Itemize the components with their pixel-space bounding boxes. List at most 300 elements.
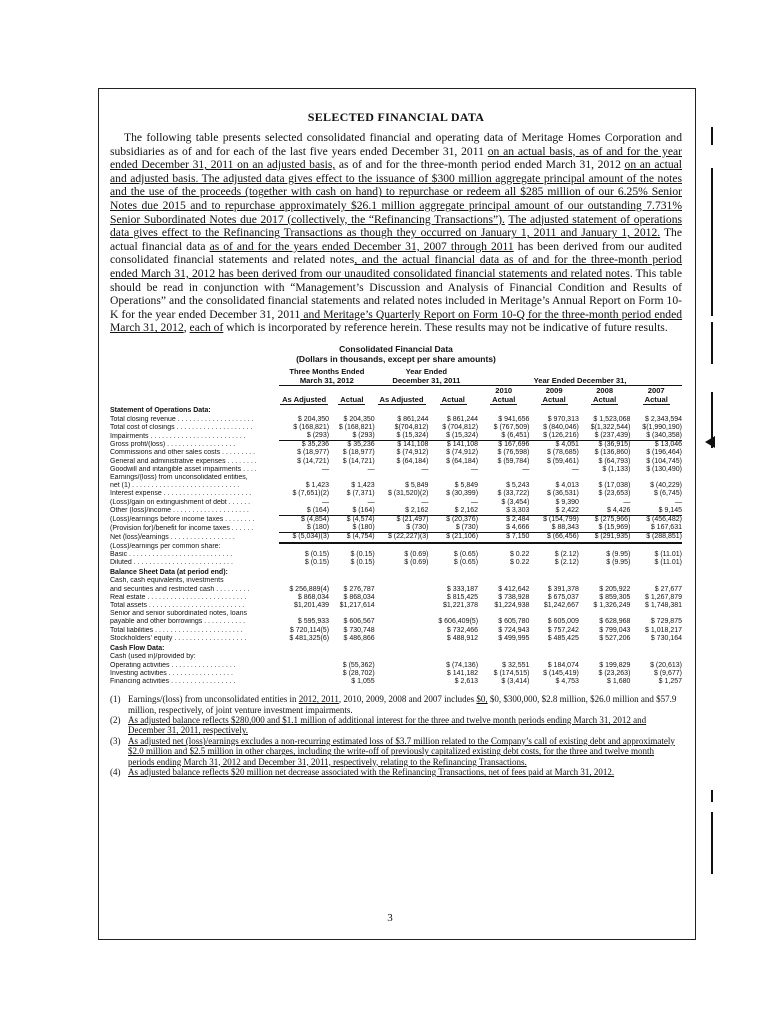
table-cell: $ (0.69) [404, 550, 429, 558]
table-row [110, 602, 682, 610]
footnote-text-segment: $0, [476, 694, 488, 705]
table-cell: $ (18,977) [342, 449, 375, 457]
table-cell: $ (704,812) [442, 423, 479, 431]
section-header-row [110, 643, 682, 653]
table-cell: $ (76,598) [497, 449, 530, 457]
table-cell [529, 567, 578, 577]
table-cell [630, 474, 682, 482]
table-cell: — [322, 498, 330, 506]
table-cell: $ (59,784) [497, 457, 530, 465]
table-row [110, 533, 682, 543]
row-label: Financing activities . . . . . . . . . . . . . . . . . [110, 677, 236, 685]
footnote-number: (2) [110, 714, 121, 725]
footnote-text-segment: , 2010, 2009, 2008 and 2007 includes [338, 694, 477, 705]
table-cell: $ 720,114(5) [289, 626, 330, 634]
table-cell: $ 868,034 [297, 593, 330, 601]
table-cell [329, 610, 375, 618]
table-cell [579, 643, 631, 653]
table-cell: $ 488,912 [446, 634, 479, 642]
table-cell: $ (104,745) [646, 457, 682, 465]
table-cell [478, 653, 529, 661]
table-cell: $ (6,745) [653, 490, 682, 498]
table-cell: $ (154,799) [529, 516, 578, 525]
table-cell: $ 1,326,249 [593, 602, 631, 610]
table-cell: $ (74,912) [446, 449, 479, 457]
table-cell: $ (23,263) [598, 669, 631, 677]
table-cell: $ 5,243 [506, 482, 530, 490]
table-cell [279, 567, 329, 577]
group-three-months: Three Months Ended March 31, 2012 [279, 367, 375, 386]
table-cell: $ (9.95) [606, 559, 631, 567]
table-subtitle: (Dollars in thousands, except per share amounts) [296, 353, 496, 364]
table-cell: $ 204,350 [297, 415, 330, 423]
table-cell [529, 643, 578, 653]
table-cell: $ (145,419) [543, 669, 579, 677]
table-cell: $ 970,313 [547, 415, 579, 423]
table-cell [478, 543, 529, 551]
table-cell: $ 13,046 [630, 441, 682, 450]
table-cell [375, 405, 429, 415]
table-cell [329, 643, 375, 653]
table-cell [329, 577, 375, 585]
table-cell [279, 670, 329, 678]
table-cell: $ 27,677 [654, 585, 682, 593]
table-cell: $ 2,162 [405, 506, 429, 514]
table-cell: $ (30,399) [446, 490, 479, 498]
revision-bar [711, 812, 713, 874]
table-row [110, 653, 682, 661]
table-cell: $ 729,875 [650, 618, 682, 626]
table-cell: $ (288,851) [630, 533, 682, 543]
row-label: Investing activities . . . . . . . . . . . . . . . . . [110, 669, 233, 677]
document-body [110, 110, 682, 777]
table-cell: $ (33,722) [497, 490, 530, 498]
table-cell: $ (22,227)(3) [375, 533, 429, 543]
table-cell [529, 610, 578, 618]
row-label: Earnings/(loss) from unconsolidated entities, [110, 474, 248, 482]
table-cell: $ 4,666 [506, 524, 530, 532]
table-cell: — [522, 465, 530, 473]
row-label: Cash, cash equivalents, investments [110, 577, 224, 585]
table-cell: $ (180) [306, 524, 330, 532]
table-cell: $ (340,358) [646, 432, 682, 440]
year-header-row [110, 386, 682, 396]
table-cell: $ (15,969) [598, 524, 631, 532]
table-cell [579, 405, 631, 415]
table-cell: $ 1,257 [658, 677, 682, 685]
table-cell: $ 595,933 [297, 618, 330, 626]
table-cell [630, 653, 682, 661]
table-cell: $ (2.12) [554, 559, 579, 567]
footnote-text-segment: As adjusted balance reflects $20 million net decrease associated with the Refinancing Transactions, net of fees paid at March 31, 2012. [128, 766, 615, 777]
column-header: As Adjusted [379, 395, 424, 405]
row-label: Total assets . . . . . . . . . . . . . . . . . . . . . . . . . [110, 602, 245, 610]
table-cell: $ 861,244 [397, 415, 429, 423]
table-cell: $ 1,523,068 [593, 415, 631, 423]
table-cell: $ (0.15) [304, 550, 330, 558]
footnote [110, 715, 682, 736]
table-cell: $ (293) [352, 432, 375, 440]
column-header: As Adjusted [282, 395, 327, 405]
table-cell [478, 567, 529, 577]
table-cell [329, 653, 375, 661]
row-label: Commissions and other sales costs . . . . . . . . . [110, 449, 256, 457]
table-cell: $ (15,324) [396, 432, 429, 440]
row-label: and securities and restricted cash . . . . . . . . . [110, 585, 250, 593]
change-marker-arrow-icon [705, 436, 715, 448]
table-cell: $ (126,216) [543, 432, 579, 440]
table-row [110, 449, 682, 457]
table-cell: $ (21,106) [428, 533, 478, 543]
table-cell: $ 724,943 [498, 626, 530, 634]
intro-text-segment: and Meritage’s Quarterly Report on Form 10-Q for the three-month period ended March 31, 2012 [110, 307, 683, 335]
table-cell: $ (18,977) [297, 449, 330, 457]
table-cell [428, 567, 478, 577]
table-cell [630, 610, 682, 618]
table-cell: $ 859,305 [599, 593, 631, 601]
table-cell: $ 5,849 [405, 482, 429, 490]
table-row [110, 610, 682, 618]
table-cell: $ 4,051 [529, 441, 578, 450]
table-cell: $ (3,414) [501, 677, 530, 685]
table-cell [529, 653, 578, 661]
table-cell: — [471, 465, 479, 473]
table-cell [529, 474, 578, 482]
table-row [110, 678, 682, 686]
table-row [110, 627, 682, 635]
revision-bar [711, 322, 713, 364]
table-cell [428, 543, 478, 551]
table-row [110, 524, 682, 533]
table-cell [329, 474, 375, 482]
intro-text-segment: , [183, 321, 190, 335]
table-row [110, 474, 682, 482]
table-cell [329, 567, 375, 577]
table-cell: $ 205,922 [599, 585, 631, 593]
table-cell: — [675, 498, 682, 506]
intro-paragraph [110, 131, 682, 335]
footnote-number: (1) [110, 694, 121, 705]
table-cell: $ (64,184) [396, 457, 429, 465]
table-cell [375, 670, 429, 678]
table-cell [579, 567, 631, 577]
table-cell: $ (64,184) [446, 457, 479, 465]
column-header: Actual [441, 395, 465, 405]
table-cell [630, 577, 682, 585]
table-row [110, 551, 682, 559]
column-header-row [110, 395, 682, 405]
table-cell: $ 7,150 [478, 533, 529, 543]
table-cell [428, 610, 478, 618]
table-cell [375, 610, 429, 618]
table-cell [579, 577, 631, 585]
table-cell: $ (4,754) [329, 533, 375, 543]
table-cell: $ (2.12) [554, 550, 579, 558]
row-label: Interest expense . . . . . . . . . . . . . . . . . . . . . . . [110, 490, 252, 498]
table-cell: $ 333,187 [446, 585, 479, 593]
table-row [110, 482, 682, 490]
table-cell: $1,242,667 [543, 602, 579, 610]
table-cell: $1,221,378 [442, 602, 479, 610]
table-cell: $ 481,325(6) [289, 634, 330, 642]
table-cell: — [367, 498, 375, 506]
table-cell: $(1,322,544) [590, 423, 631, 431]
table-cell: $ (40,229) [650, 482, 682, 490]
table-cell: $ 732,466 [446, 626, 479, 634]
table-cell: $ (136,860) [594, 449, 631, 457]
table-cell: $ (14,721) [342, 457, 375, 465]
table-cell: $ 88,343 [551, 524, 579, 532]
table-cell: $ 391,378 [547, 585, 579, 593]
table-cell: $ 2,613 [454, 677, 479, 685]
table-cell: — [322, 465, 330, 473]
table-cell: $ 32,551 [502, 661, 530, 669]
table-cell [375, 678, 429, 686]
table-cell: $ 5,849 [454, 482, 479, 490]
table-cell: $ (20,613) [650, 661, 682, 669]
table-cell: $ 1,423 [351, 482, 375, 490]
table-cell [279, 653, 329, 661]
table-cell: $ (11.01) [654, 550, 682, 558]
column-header: Actual [593, 395, 617, 405]
table-row [110, 424, 682, 432]
section-header-row [110, 405, 682, 415]
table-row [110, 618, 682, 626]
table-cell: $ (767,509) [493, 423, 530, 431]
row-label: Diluted . . . . . . . . . . . . . . . . . . . . . . . . . . [110, 559, 233, 567]
row-label: Cash Flow Data: [110, 645, 165, 653]
year-header: 2007 [647, 386, 665, 396]
table-cell: $ 606,409(5) [438, 618, 479, 626]
table-cell: $ 4,753 [555, 677, 579, 685]
table-cell [375, 567, 429, 577]
table-cell: $ 2,484 [478, 516, 529, 525]
table-cell: $ (0.65) [453, 559, 479, 567]
table-cell: $ (730) [455, 524, 479, 532]
table-cell: $ (164) [352, 506, 375, 514]
footnote [110, 694, 682, 715]
intro-text-segment: on an actual basis, as of and for the year ended December 31, 2011 on an adjusted basis, [110, 144, 682, 172]
row-label: Other (loss)/income . . . . . . . . . . . . . . . . . . . . [110, 507, 249, 515]
footnote-text-segment: As adjusted balance reflects $280,000 and $1.1 million of additional interest for the three and twelve month periods ending March 31, 2012 and December 31, 2011, respectively. [128, 714, 647, 736]
table-cell: $ 9,390 [555, 498, 579, 506]
row-label: Balance Sheet Data (at period end): [110, 569, 228, 577]
table-cell: $ 941,656 [498, 415, 530, 423]
financial-data-table [110, 367, 682, 686]
footnote-text [128, 715, 682, 736]
table-cell: $ 757,242 [547, 626, 579, 634]
table-cell: $ (21,497) [375, 516, 429, 525]
table-cell: $ (168,821) [293, 423, 330, 431]
table-row [110, 499, 682, 507]
table-cell: $ 675,037 [547, 593, 579, 601]
row-label: Total cost of closings . . . . . . . . . . . . . . . . . . . . [110, 423, 253, 431]
table-row [110, 416, 682, 424]
table-row [110, 543, 682, 551]
table-cell [375, 627, 429, 635]
table-cell: $ (66,456) [529, 533, 578, 543]
table-cell [579, 474, 631, 482]
table-cell [579, 543, 631, 551]
table-body [110, 405, 682, 686]
table-cell: $ 799,043 [599, 626, 631, 634]
table-cell: $ 2,162 [454, 506, 479, 514]
page-number: 3 [387, 912, 393, 924]
table-cell: $ (23,653) [598, 490, 631, 498]
row-label: (Loss)/gain on extinguishment of debt . . . . . . [110, 498, 251, 506]
revision-bar [711, 168, 713, 316]
table-cell: $ 1,423 [305, 482, 330, 490]
intro-text-segment: , and the actual financial data as of and for the three-month period ended March 31, 2012 has been derived from our unaudited consolidated financial statements and related notes [110, 253, 682, 280]
table-cell: $ 167,696 [478, 441, 529, 450]
table-cell: $ 1,055 [351, 677, 375, 685]
table-row [110, 662, 682, 670]
table-cell: $ 141,108 [375, 441, 429, 450]
table-cell: $ (7,651)(2) [292, 490, 330, 498]
table-cell: $ 35,236 [329, 441, 375, 450]
table-cell: $ (59,461) [546, 457, 579, 465]
year-header: 2010 [495, 386, 513, 396]
table-row [110, 516, 682, 525]
table-cell [375, 602, 429, 610]
table-cell: $ (174,515) [493, 669, 530, 677]
intro-text-segment: which is incorporated by reference herein. These results may not be indicative of future results. [223, 321, 668, 335]
year-header: 2008 [596, 386, 614, 396]
table-cell [279, 474, 329, 482]
table-cell: $ (36,915) [579, 441, 631, 450]
table-cell: $ 738,928 [498, 593, 530, 601]
table-cell [279, 405, 329, 415]
table-cell [478, 577, 529, 585]
table-cell: $ 730,164 [650, 634, 682, 642]
row-label: Total closing revenue . . . . . . . . . . . . . . . . . . . . [110, 415, 254, 423]
table-row [110, 586, 682, 594]
row-label: Goodwill and intangible asset impairments . . . . [110, 465, 257, 473]
row-label: Total liabilities . . . . . . . . . . . . . . . . . . . . . . . [110, 626, 243, 634]
table-cell: $ (64,793) [598, 457, 631, 465]
table-cell [478, 474, 529, 482]
table-cell: — [571, 465, 579, 473]
table-cell: $ (291,935) [579, 533, 631, 543]
table-cell [630, 567, 682, 577]
row-label: Senior and senior subordinated notes, loans [110, 610, 247, 618]
table-cell: $ 167,631 [650, 524, 682, 532]
table-cell [375, 594, 429, 602]
footnote-text [128, 736, 682, 767]
table-cell: $ 2,343,594 [645, 415, 682, 423]
footnote-number: (3) [110, 735, 121, 746]
footnote-text-segment: As adjusted net (loss)/earnings excludes a non-recurring estimated loss of $3.7 million related to the Company’s call of existing debt and approximately $2.0 million and $2.5 million in other charges, including the write-off of previously capitalized existing debt costs, for the three and twelve month periods ending March 31, 2012 and December 31, 2011, respectively, relating to the Refinancing Transactions. [128, 735, 675, 767]
table-cell: $1,201,439 [294, 602, 330, 610]
row-label: Statement of Operations Data: [110, 407, 211, 415]
row-label: Basic . . . . . . . . . . . . . . . . . . . . . . . . . . . [110, 550, 233, 558]
table-cell: $ 1,267,879 [645, 593, 682, 601]
table-cell [279, 577, 329, 585]
table-cell: $ (456,482) [630, 516, 682, 525]
table-row [110, 559, 682, 567]
intro-text-segment: The actual financial data [110, 226, 682, 253]
table-cell [329, 405, 375, 415]
table-cell: $ (0.15) [304, 559, 330, 567]
table-cell: $(704,812) [394, 423, 429, 431]
table-cell: $ 9,145 [658, 506, 682, 514]
table-cell [375, 618, 429, 626]
table-cell: $ (14,721) [297, 457, 330, 465]
row-label: Impairments . . . . . . . . . . . . . . . . . . . . . . . . . [110, 432, 246, 440]
row-label: General and administrative expenses . . . . . . . . [110, 457, 257, 465]
table-row [110, 594, 682, 602]
table-cell: $ (28,702) [342, 669, 375, 677]
table-cell: $ 256,889(4) [289, 585, 330, 593]
table-cell: $1,224,938 [494, 602, 530, 610]
page-title: SELECTED FINANCIAL DATA [307, 110, 485, 124]
group-year-2011: Year Ended December 31, 2011 [375, 367, 478, 386]
table-cell [329, 543, 375, 551]
table-cell: — [471, 498, 479, 506]
footnote-text [128, 767, 614, 777]
table-cell: $ 3,303 [506, 506, 530, 514]
row-label: Stockholders’ equity . . . . . . . . . . . . . . . . . . . [110, 634, 247, 642]
table-cell: $ (164) [306, 506, 330, 514]
table-cell: $ (237,439) [594, 432, 631, 440]
table-cell: $ 141,182 [446, 669, 479, 677]
table-cell: $ (730) [406, 524, 429, 532]
table-cell: $ 868,034 [343, 593, 375, 601]
table-cell: — [421, 498, 429, 506]
table-cell: $ (1,133) [602, 465, 631, 473]
table-cell: $ 412,642 [498, 585, 530, 593]
footnote [110, 736, 682, 767]
table-cell [279, 678, 329, 686]
table-cell: $ 606,567 [343, 618, 375, 626]
intro-text-segment: . This table should be read in conjunction with “Management’s Discussion and Analysis of Financial Condition and Results of Operations” and the consolidated financial statements and related notes included in Meritage’s Annual Report on Form 10-K for the year ended December 31, 2011 [110, 266, 682, 321]
column-header: Actual [492, 395, 516, 405]
table-cell: $ 1,748,381 [645, 602, 682, 610]
table-cell: $ (168,821) [338, 423, 375, 431]
column-header: Actual [644, 395, 668, 405]
table-row [110, 458, 682, 466]
table-cell: $ 485,425 [547, 634, 579, 642]
section-header-row [110, 567, 682, 577]
table-cell: $ 184,074 [547, 661, 579, 669]
intro-text-segment: as of and for the three-month period ended March 31, 2012 [335, 158, 625, 172]
table-cell [375, 577, 429, 585]
row-label: (Loss)/earnings per common share: [110, 542, 221, 550]
table-cell: $ 499,995 [498, 634, 530, 642]
table-cell [279, 643, 329, 653]
row-label: payable and other borrowings . . . . . . . . . . . [110, 618, 246, 626]
table-cell [279, 662, 329, 670]
table-cell [428, 405, 478, 415]
table-cell: $ 4,426 [607, 506, 631, 514]
table-cell: $ (0.65) [453, 550, 479, 558]
table-cell [630, 405, 682, 415]
table-row [110, 670, 682, 678]
row-label: Gross profit/(loss) . . . . . . . . . . . . . . . . . . [110, 441, 236, 449]
table-cell: — [367, 465, 375, 473]
row-label: (Loss)/earnings before income taxes . . . . . . . . [110, 516, 255, 524]
footnote-number: (4) [110, 766, 121, 777]
table-cell: $ (0.15) [350, 559, 375, 567]
table-cell [529, 405, 578, 415]
table-cell: $ (4,574) [329, 516, 375, 525]
intro-text-segment: as of and for the years ended December 31, 2007 through 2011 [209, 239, 514, 253]
table-cell: $ 628,968 [599, 618, 631, 626]
intro-text-segment: The following table presents selected consolidated financial and operating data of Meritage Homes Corporation and subsidiaries as of and for each of the last five years ended December 31, 2011 [110, 131, 682, 158]
table-title: Consolidated Financial Data [339, 343, 453, 354]
table-cell: $ 605,780 [498, 618, 530, 626]
table-cell: $ (7,371) [346, 490, 375, 498]
